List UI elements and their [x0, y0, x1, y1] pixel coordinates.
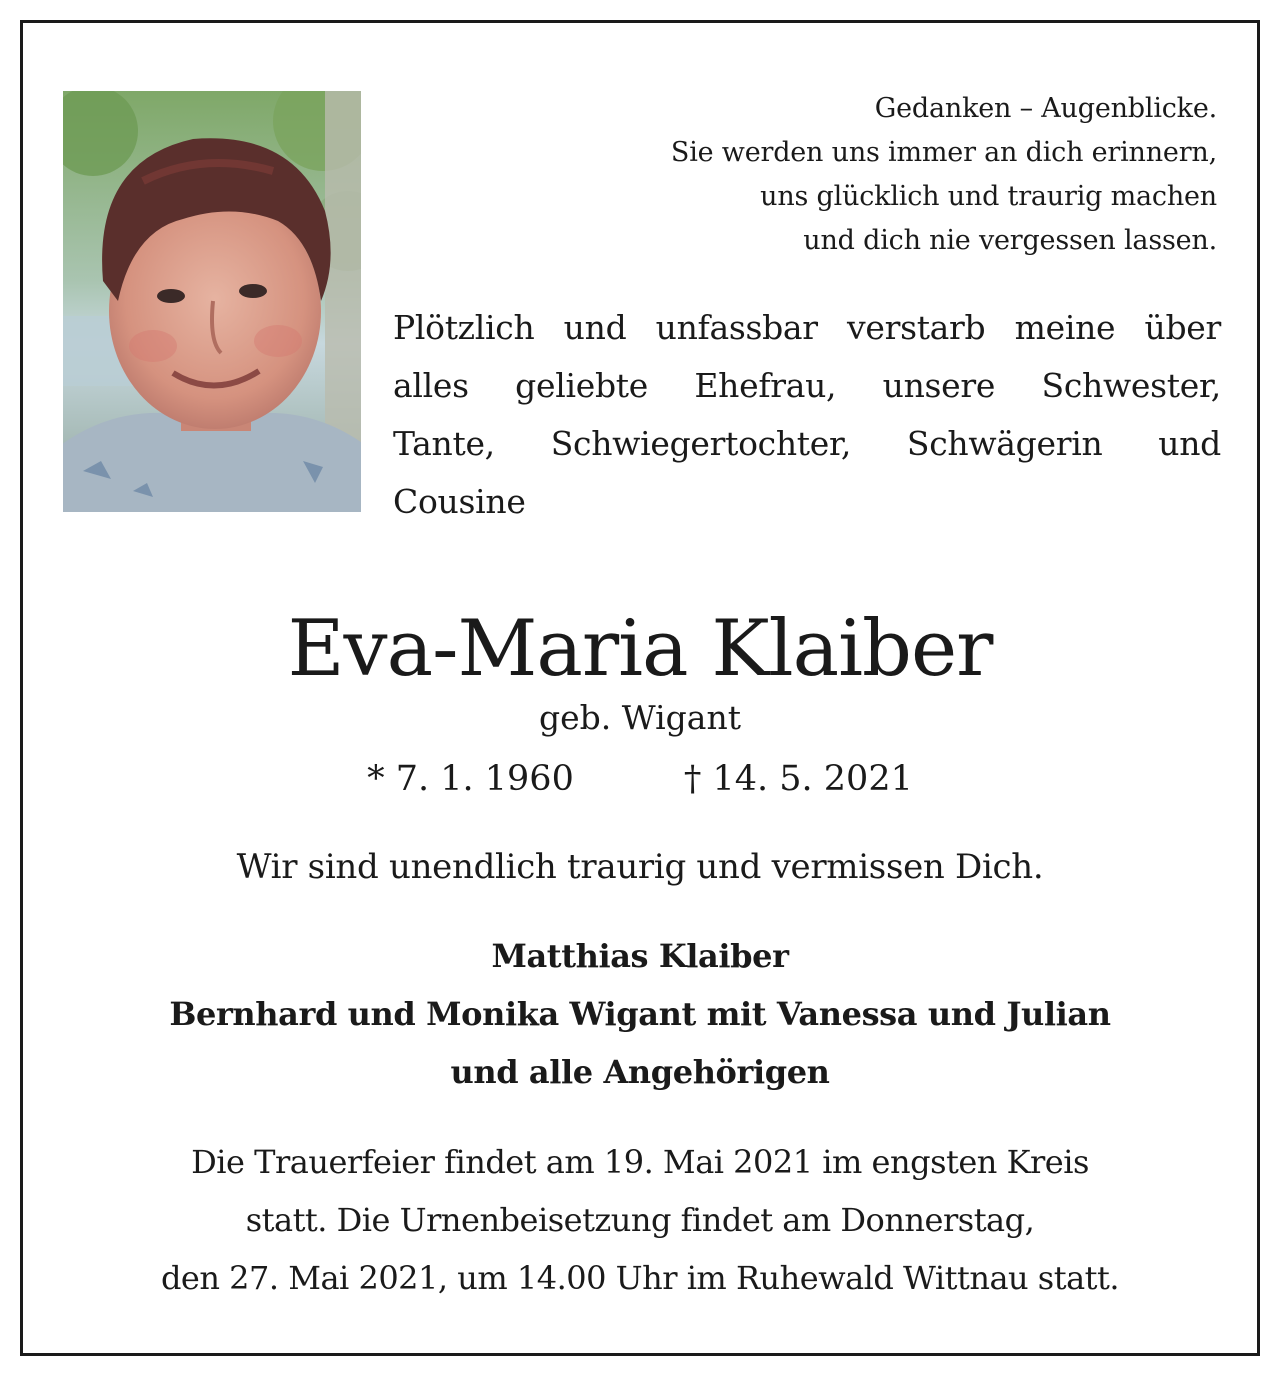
service-line: statt. Die Urnenbeisetzung findet am Donnerstag,: [245, 1201, 1035, 1239]
service-line: den 27. Mai 2021, um 14.00 Uhr im Ruhewald Wittnau statt.: [160, 1259, 1120, 1297]
service-info: [23, 1133, 1257, 1307]
family-line: Matthias Klaiber: [491, 937, 789, 975]
intro-line: Tante, Schwiegertochter, Schwägerin und: [393, 424, 1221, 463]
birth-date: * 7. 1. 1960: [367, 759, 574, 799]
poem-line: und dich nie vergessen lassen.: [803, 225, 1217, 256]
maiden-name: geb. Wigant: [539, 698, 741, 737]
family-names: [23, 927, 1257, 1101]
family-line: Bernhard und Monika Wigant mit Vanessa und Julian: [169, 995, 1111, 1033]
poem: [597, 87, 1217, 263]
poem-line: uns glücklich und traurig machen: [760, 181, 1217, 212]
poem-line: Sie werden uns immer an dich erinnern,: [670, 137, 1217, 168]
service-line: Die Trauerfeier findet am 19. Mai 2021 im engsten Kreis: [191, 1143, 1089, 1181]
mourning-line: Wir sind unendlich traurig und vermissen Dich.: [236, 847, 1044, 887]
intro-line: alles geliebte Ehefrau, unsere Schwester,: [393, 366, 1221, 405]
deceased-name: Eva-Maria Klaiber: [287, 604, 993, 694]
life-dates: [23, 753, 1257, 805]
intro-text: [393, 299, 1221, 531]
poem-line: Gedanken – Augenblicke.: [874, 93, 1217, 124]
intro-line: Cousine: [393, 482, 526, 521]
portrait-photo: [63, 91, 361, 512]
death-date: † 14. 5. 2021: [683, 759, 913, 799]
obituary-frame: [20, 20, 1260, 1356]
intro-line: Plötzlich und unfassbar verstarb meine über: [393, 308, 1221, 347]
portrait-image: [63, 91, 361, 512]
family-line: und alle Angehörigen: [450, 1053, 830, 1091]
